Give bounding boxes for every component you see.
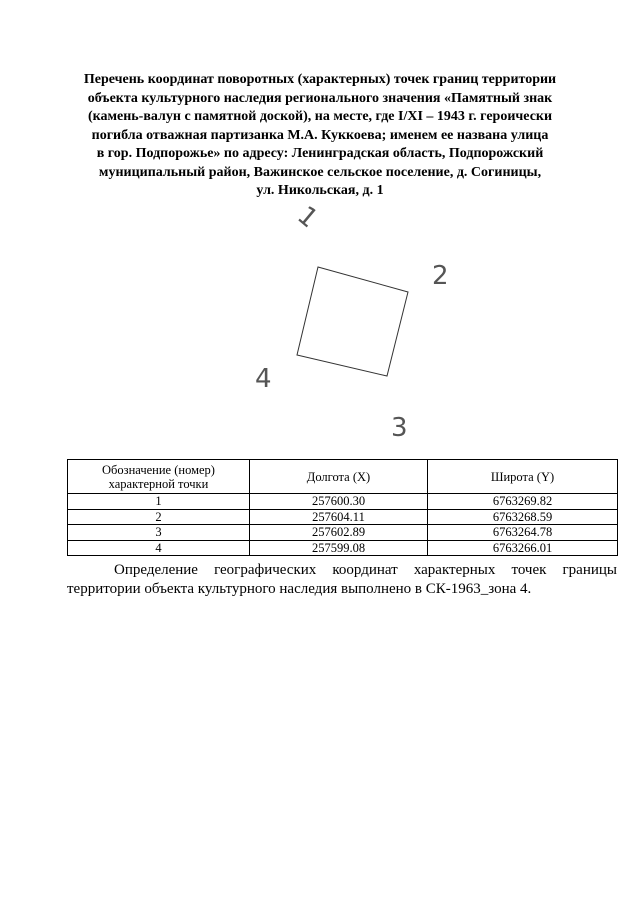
note-line-1: Определение географических координат характерных точек границы [114, 562, 617, 578]
latitude-value: 6763266.01 [428, 540, 618, 556]
coordinate-system-note [67, 561, 617, 599]
table-row [68, 494, 618, 510]
longitude-value: 257599.08 [250, 540, 428, 556]
note-line-2: территории объекта культурного наследия выполнено в СК-1963_зона 4. [67, 581, 532, 597]
point-label-1: 1 [291, 200, 324, 235]
boundary-plan [0, 195, 640, 450]
table-row [68, 509, 618, 525]
coordinates-table [67, 459, 618, 556]
title-line: погибла отважная партизанка М.А. Куккоева; именем ее названа улица [91, 127, 549, 143]
header-point-number [68, 460, 250, 494]
title-line: в гор. Подпорожье» по адресу: Ленинградская область, Подпорожский [96, 146, 544, 161]
longitude-value: 257602.89 [250, 525, 428, 541]
longitude-value: 257600.30 [250, 494, 428, 510]
title-line: (камень-валун с памятной доской), на месте, где I/XI – 1943 г. героически [87, 109, 553, 124]
document-title [80, 71, 560, 201]
header-point-number-line2: характерной точки [108, 476, 209, 491]
longitude-value: 257604.11 [250, 509, 428, 525]
table-row [68, 540, 618, 556]
title-line: ул. Никольская, д. 1 [256, 183, 384, 198]
latitude-value: 6763269.82 [428, 494, 618, 510]
header-latitude: Широта (Y) [428, 460, 618, 494]
point-number: 4 [68, 540, 250, 556]
latitude-value: 6763264.78 [428, 525, 618, 541]
header-point-number-line1: Обозначение (номер) [102, 462, 215, 477]
point-number: 3 [68, 525, 250, 541]
point-label-2: 2 [432, 261, 449, 291]
title-line: объекта культурного наследия регионального значения «Памятный знак [87, 90, 553, 106]
table-header-row [68, 460, 618, 494]
point-number: 2 [68, 509, 250, 525]
title-line: Перечень координат поворотных (характерных) точек границ территории [83, 72, 557, 87]
point-number: 1 [68, 494, 250, 510]
point-label-3: 3 [391, 413, 408, 443]
table-row [68, 525, 618, 541]
title-line: муниципальный район, Важинское сельское поселение, д. Согиницы, [98, 164, 542, 180]
header-longitude: Долгота (X) [250, 460, 428, 494]
point-label-4: 4 [255, 364, 272, 394]
boundary-polygon [297, 267, 408, 376]
latitude-value: 6763268.59 [428, 509, 618, 525]
